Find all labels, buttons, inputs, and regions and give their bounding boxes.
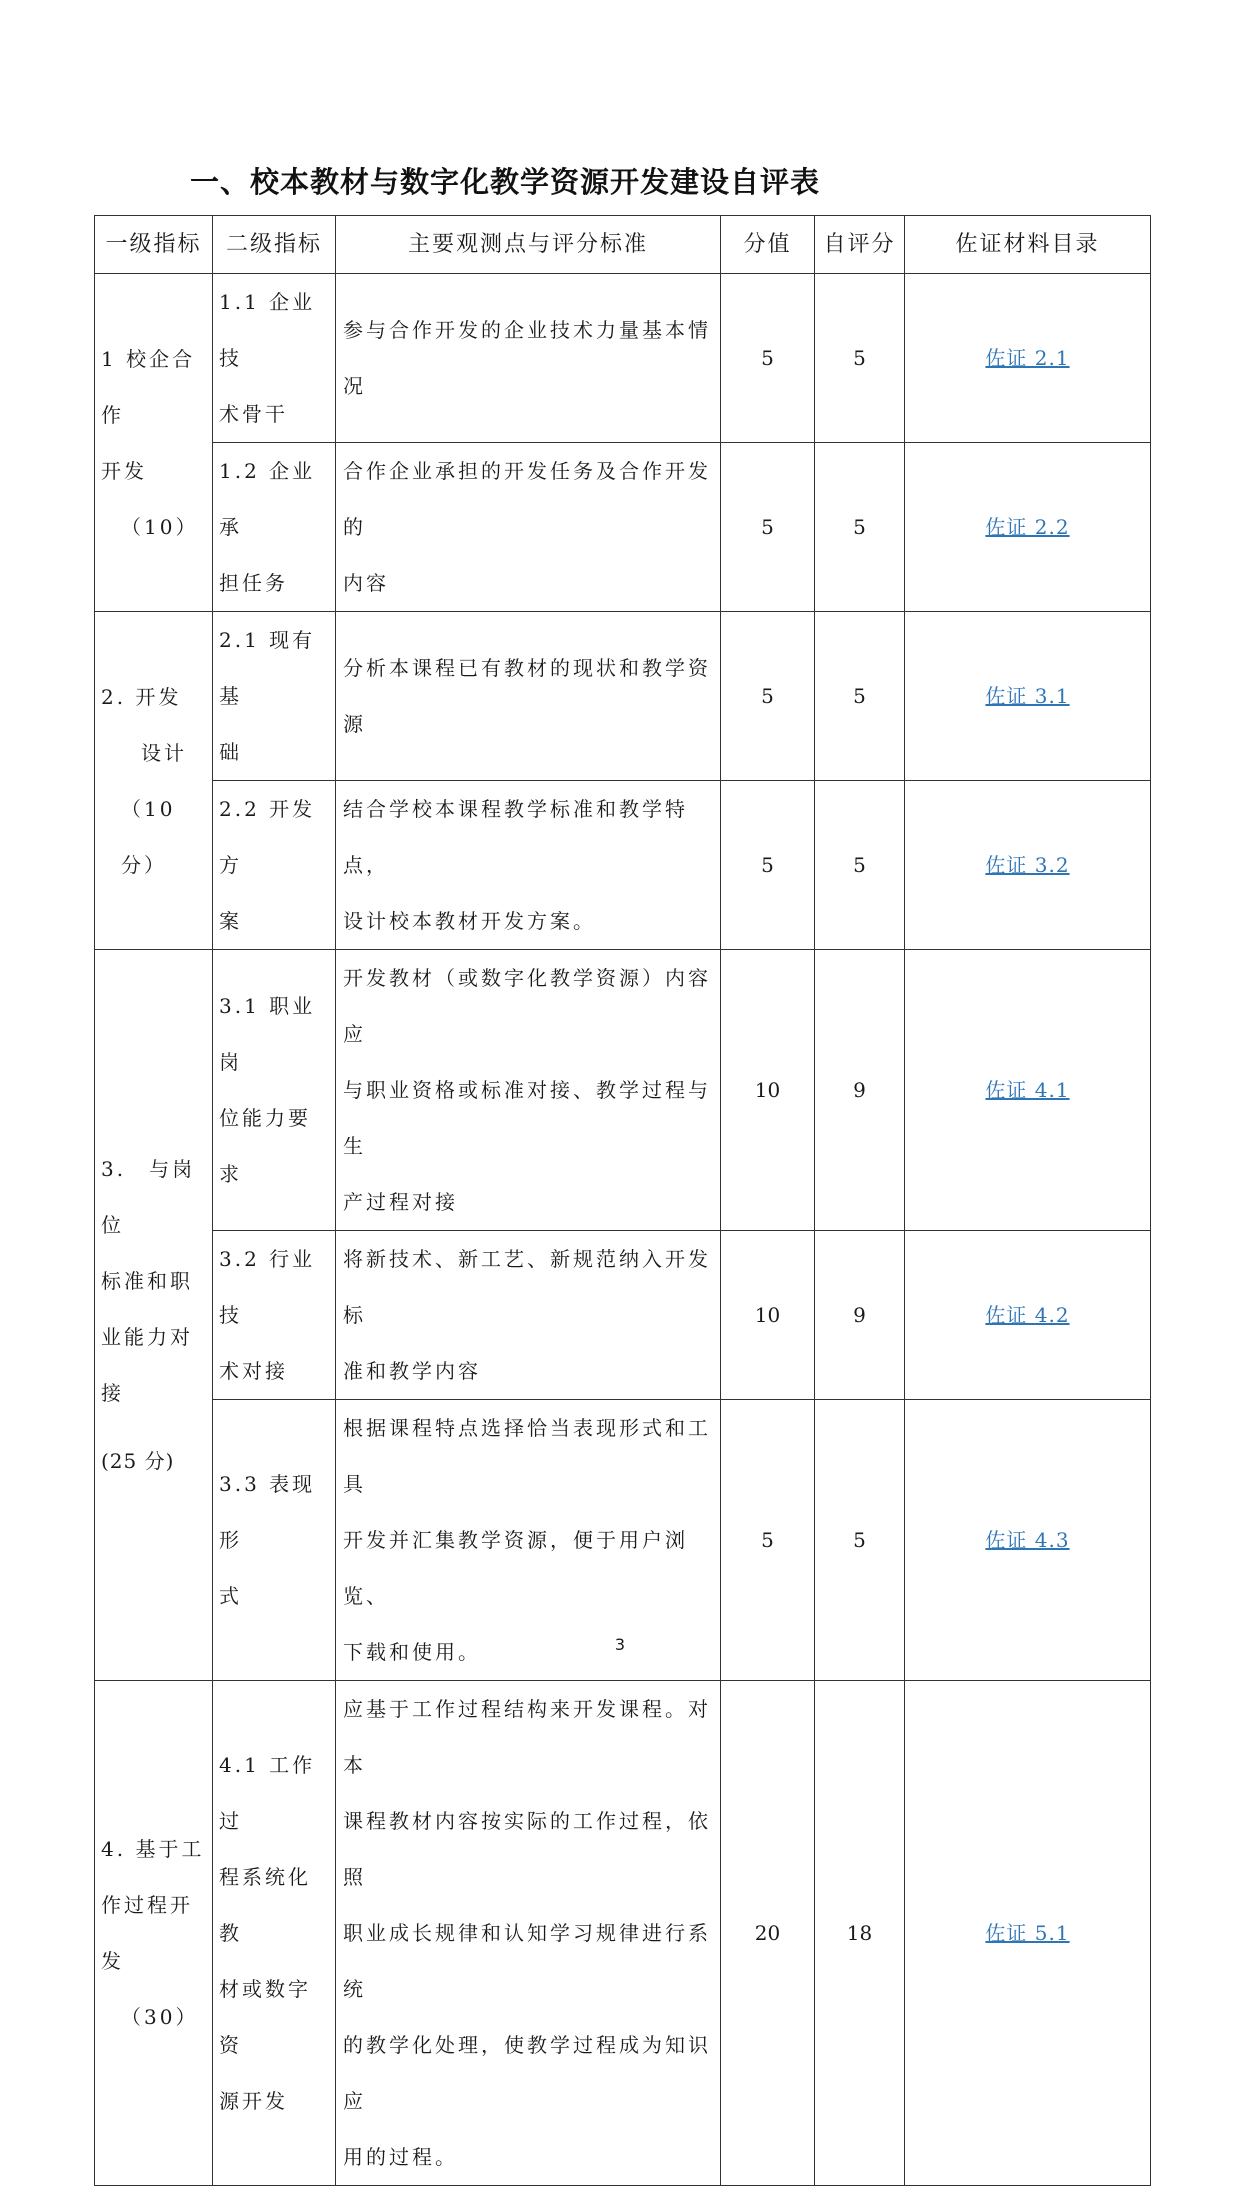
table-row — [95, 274, 1151, 443]
crit-line: 课程教材内容按实际的工作过程，依照 — [343, 1809, 711, 1889]
crit-line: 内容 — [343, 571, 389, 595]
l2-line: 术骨干 — [219, 402, 288, 426]
row-evidence — [905, 950, 1151, 1231]
group-line: 1 校企合作 — [101, 346, 196, 427]
table-row — [95, 950, 1151, 1231]
row-level2 — [213, 443, 336, 612]
crit-line: 开发教材（或数字化教学资源）内容应 — [343, 966, 711, 1046]
l2-line: 材或数字资 — [219, 1977, 311, 2057]
evidence-link[interactable]: 佐证 4.2 — [985, 1303, 1070, 1327]
row-score: 5 — [721, 443, 815, 612]
row-criteria — [336, 781, 721, 950]
crit-line: 的教学化处理，使教学过程成为知识应 — [343, 2033, 711, 2113]
row-criteria — [336, 1231, 721, 1400]
crit-line: 职业成长规律和认知学习规律进行系统 — [343, 1921, 711, 2001]
l2-line: 3.1 职业岗 — [219, 994, 316, 1074]
l2-line: 4.1 工作过 — [219, 1753, 316, 1833]
table-row — [95, 443, 1151, 612]
row-evidence — [905, 781, 1151, 950]
table-row — [95, 1231, 1151, 1400]
l2-line: 术对接 — [219, 1359, 288, 1383]
group-line: 业能力对 — [101, 1325, 193, 1349]
group-line: 标准和职 — [101, 1269, 193, 1293]
crit-line: 与职业资格或标准对接、教学过程与生 — [343, 1078, 711, 1158]
l2-line: 式 — [219, 1584, 242, 1608]
crit-line: 应基于工作过程结构来开发课程。对本 — [343, 1697, 711, 1777]
group-line: （10 分） — [121, 796, 176, 877]
group-line: 发 — [101, 1949, 124, 1973]
group-line: 2. 开发 — [101, 684, 182, 709]
table-row — [95, 781, 1151, 950]
group-1-level1 — [95, 274, 213, 612]
group-line: 3. 与岗位 — [101, 1157, 196, 1237]
group-line: 设计 — [141, 740, 187, 765]
row-self-score: 5 — [815, 443, 905, 612]
header-self-score: 自评分 — [815, 216, 905, 274]
group-line: 作过程开 — [101, 1893, 193, 1917]
row-score: 5 — [721, 274, 815, 443]
l2-line: 1.2 企业承 — [219, 459, 316, 539]
group-line: (25 分) — [101, 1449, 175, 1473]
crit-line: 分析本课程已有教材的现状和教学资源 — [343, 656, 711, 736]
group-3-level1 — [95, 950, 213, 1681]
row-score: 10 — [721, 1231, 815, 1400]
evidence-link[interactable]: 佐证 4.3 — [985, 1528, 1070, 1552]
table-row — [95, 1681, 1151, 2186]
crit-line: 准和教学内容 — [343, 1359, 481, 1383]
row-level2 — [213, 1681, 336, 2186]
row-level2 — [213, 274, 336, 443]
row-level2 — [213, 1231, 336, 1400]
l2-line: 础 — [219, 740, 242, 764]
crit-line: 参与合作开发的企业技术力量基本情况 — [343, 318, 711, 398]
crit-line: 用的过程。 — [343, 2145, 458, 2169]
header-level2: 二级指标 — [213, 216, 336, 274]
crit-line: 开发并汇集教学资源，便于用户浏览、 — [343, 1528, 688, 1608]
crit-line: 将新技术、新工艺、新规范纳入开发标 — [343, 1247, 711, 1327]
row-evidence — [905, 612, 1151, 781]
row-evidence — [905, 274, 1151, 443]
evidence-link[interactable]: 佐证 2.1 — [985, 346, 1070, 370]
crit-line: 合作企业承担的开发任务及合作开发的 — [343, 459, 711, 539]
row-self-score: 5 — [815, 1400, 905, 1681]
row-self-score: 18 — [815, 1681, 905, 2186]
evidence-link[interactable]: 佐证 3.2 — [985, 853, 1070, 877]
crit-line: 根据课程特点选择恰当表现形式和工具 — [343, 1416, 711, 1496]
row-evidence — [905, 1681, 1151, 2186]
l2-line: 2.2 开发方 — [219, 797, 316, 877]
l2-line: 3.2 行业技 — [219, 1247, 316, 1327]
l2-line: 源开发 — [219, 2089, 288, 2113]
l2-line: 位能力要求 — [219, 1106, 311, 1186]
row-criteria — [336, 1681, 721, 2186]
l2-line: 案 — [219, 909, 242, 933]
crit-line: 产过程对接 — [343, 1190, 458, 1214]
row-self-score: 5 — [815, 612, 905, 781]
page-number: 3 — [614, 1635, 626, 1654]
row-self-score: 9 — [815, 1231, 905, 1400]
row-criteria — [336, 274, 721, 443]
evidence-link[interactable]: 佐证 3.1 — [985, 684, 1070, 708]
row-score: 5 — [721, 612, 815, 781]
evidence-link[interactable]: 佐证 2.2 — [985, 515, 1070, 539]
row-level2 — [213, 781, 336, 950]
row-evidence — [905, 1231, 1151, 1400]
table-row — [95, 612, 1151, 781]
group-line: 开发 — [101, 458, 147, 483]
header-level1: 一级指标 — [95, 216, 213, 274]
l2-line: 3.3 表现形 — [219, 1472, 316, 1552]
group-line: （30） — [121, 2005, 199, 2029]
row-criteria — [336, 950, 721, 1231]
group-line: 4. 基于工 — [101, 1837, 205, 1861]
l2-line: 2.1 现有基 — [219, 628, 316, 708]
group-2-level1 — [95, 612, 213, 950]
crit-line: 结合学校本课程教学标准和教学特点， — [343, 797, 688, 877]
group-4-level1 — [95, 1681, 213, 2186]
l2-line: 程系统化教 — [219, 1865, 311, 1945]
row-level2 — [213, 612, 336, 781]
row-score: 20 — [721, 1681, 815, 2186]
group-line: （10） — [121, 514, 199, 539]
row-evidence — [905, 443, 1151, 612]
l2-line: 担任务 — [219, 571, 288, 595]
row-score: 5 — [721, 1400, 815, 1681]
page-title: 一、校本教材与数字化教学资源开发建设自评表 — [190, 165, 821, 199]
row-self-score: 5 — [815, 274, 905, 443]
header-evidence: 佐证材料目录 — [905, 216, 1151, 274]
row-level2 — [213, 950, 336, 1231]
self-evaluation-table — [94, 215, 1151, 2186]
row-self-score: 9 — [815, 950, 905, 1231]
row-score: 5 — [721, 781, 815, 950]
row-criteria — [336, 612, 721, 781]
row-score: 10 — [721, 950, 815, 1231]
row-self-score: 5 — [815, 781, 905, 950]
crit-line: 下载和使用。 — [343, 1640, 481, 1664]
row-criteria — [336, 443, 721, 612]
header-score: 分值 — [721, 216, 815, 274]
evidence-link[interactable]: 佐证 5.1 — [985, 1921, 1070, 1945]
evidence-link[interactable]: 佐证 4.1 — [985, 1078, 1070, 1102]
l2-line: 1.1 企业技 — [219, 290, 316, 370]
header-criteria: 主要观测点与评分标准 — [336, 216, 721, 274]
group-line: 接 — [101, 1381, 124, 1405]
table-header-row — [95, 216, 1151, 274]
crit-line: 设计校本教材开发方案。 — [343, 909, 596, 933]
